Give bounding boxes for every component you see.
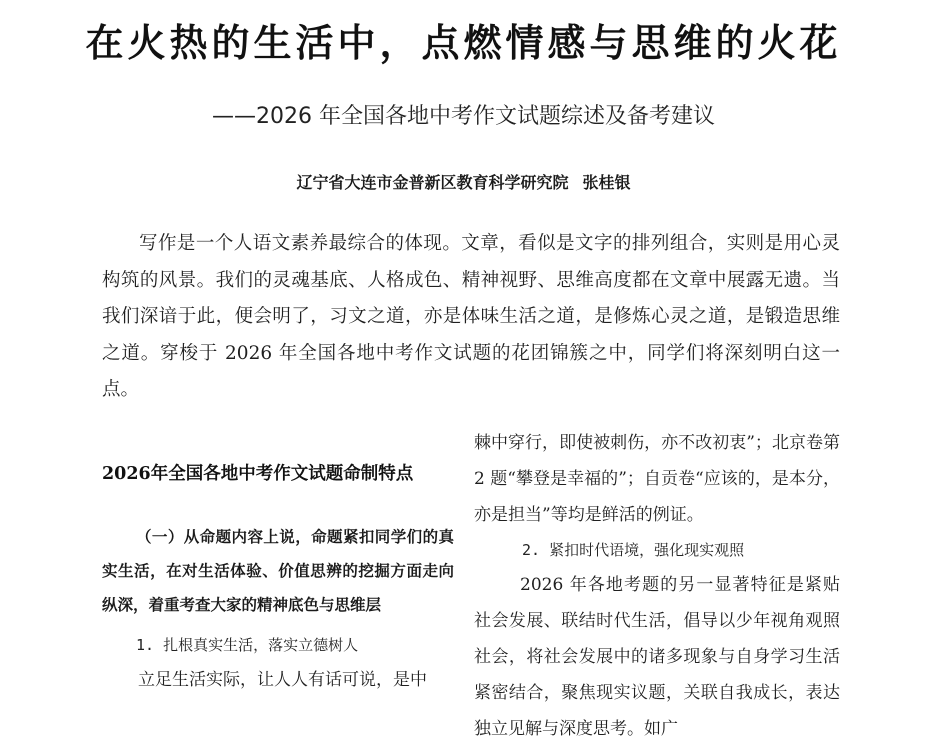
body-paragraph-1: 立足生活实际，让人人有话可说，是中 — [138, 670, 427, 690]
author-line — [0, 170, 927, 196]
section-heading: 2026年全国各地中考作文试题命制特点 — [102, 464, 414, 484]
author-organization: 辽宁省大连市金普新区教育科学研究院 — [296, 173, 569, 192]
right-column — [474, 425, 840, 747]
article-subtitle: ——2026 年全国各地中考作文试题综述及备考建议 — [212, 104, 715, 129]
body-paragraph-2: 2026 年各地考题的另一显著特征是紧贴社会发展、联结时代生活，倡导以少年视角观照社会，将社会发展中的诸多现象与自身学习生活紧密结合，聚焦现实议题，关联自我成长，表达独立见解与深度思考。如广 — [474, 575, 840, 739]
left-column — [102, 440, 454, 698]
sub-heading: （一）从命题内容上说，命题紧扣同学们的真实生活，在对生活体验、价值思辨的挖掘方面走向纵深，着重考查大家的精神底色与思维层 — [102, 528, 454, 614]
point-heading-1: 1. 扎根真实生活，落实立德树人 — [136, 636, 359, 654]
point-heading-2: 2. 紧扣时代语境，强化现实观照 — [522, 541, 745, 559]
intro-paragraph: 写作是一个人语文素养最综合的体现。文章，看似是文字的排列组合，实则是用心灵构筑的风景。我们的灵魂基底、人格成色、精神视野、思维高度都在文章中展露无遗。当我们深谙于此，便会明了，习文之道，亦是体味生活之道，是修炼心灵之道，是锻造思维之道。穿梭于 2026 年全国各地中考作文试题的花团锦簇之中，同学们将深刻明白这一点。 — [102, 233, 840, 400]
author-name: 张桂银 — [582, 173, 631, 192]
body-paragraph-continued: 棘中穿行，即使被刺伤，亦不改初衷”；北京卷第 2 题“攀登是幸福的”；自贡卷“应该的，是本分，亦是担当”等均是鲜活的例证。 — [474, 433, 840, 525]
article-title: 在火热的生活中，点燃情感与思维的火花 — [85, 20, 842, 65]
